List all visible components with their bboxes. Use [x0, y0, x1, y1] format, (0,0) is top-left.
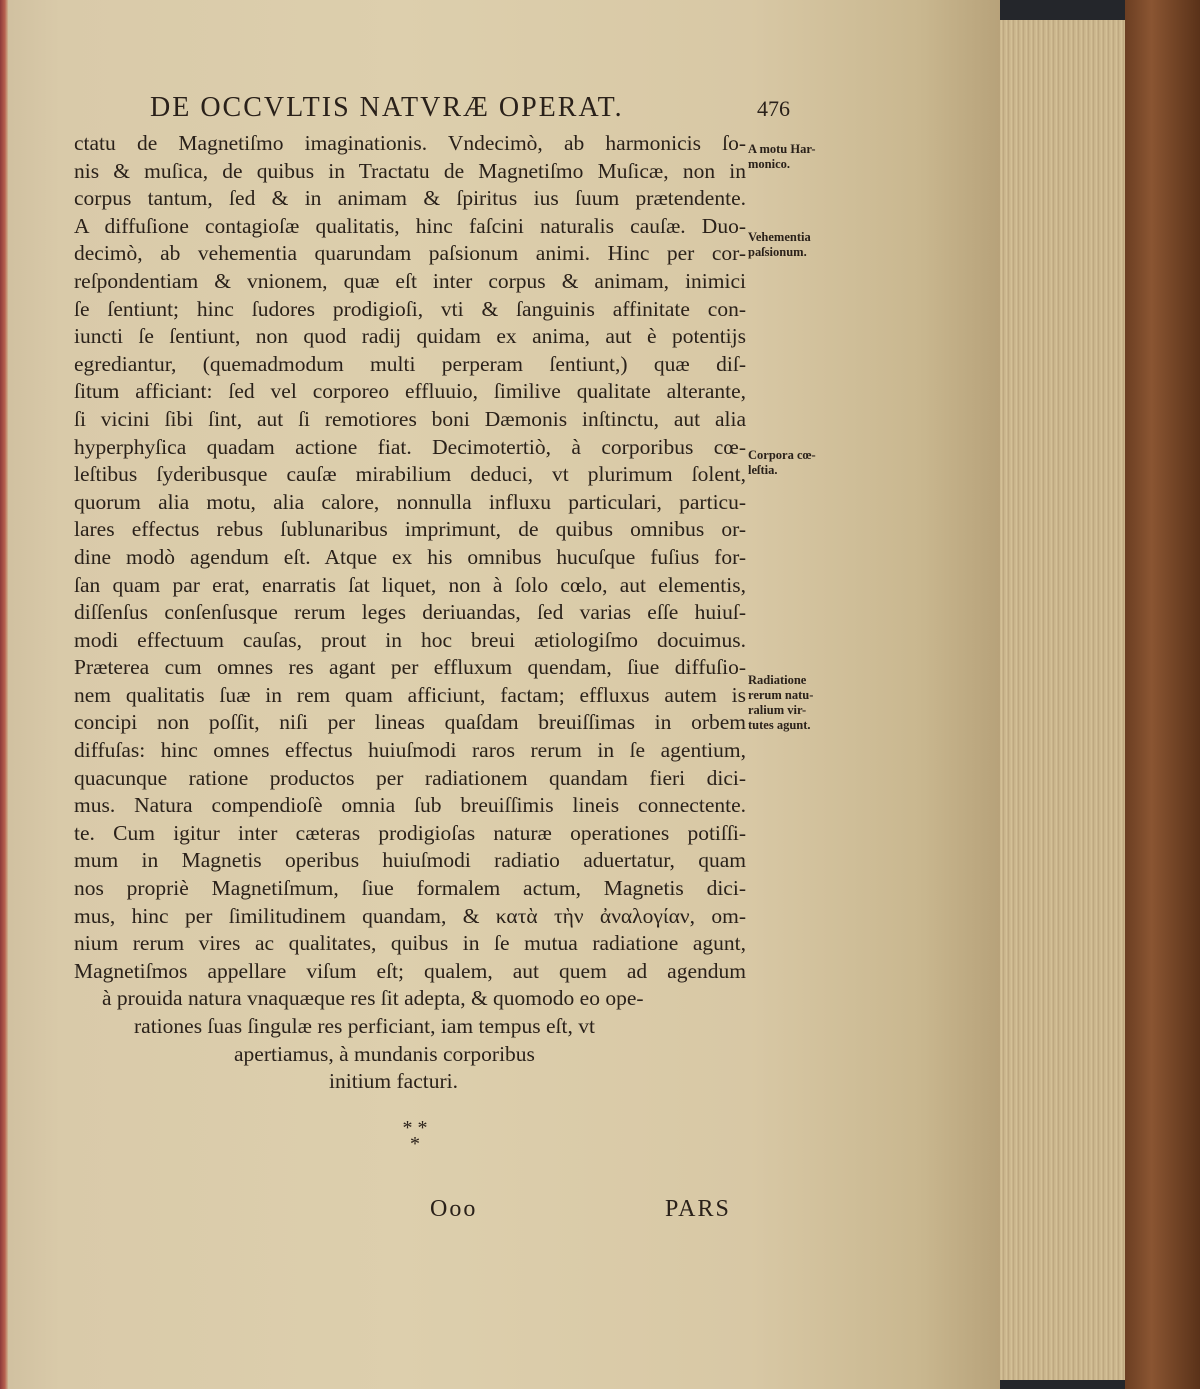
text-line: à prouida natura vnaquæque res ſit adepta, & quomodo eo ope- — [102, 986, 644, 1011]
text-line: nis & muſica, de quibus in Tractatu de Magnetiſmo Muſicæ, non in — [74, 158, 746, 183]
ornament-top: * * — [402, 1117, 428, 1139]
text-line: mus. Natura compendioſè omnia ſub breuiſſimis lineis connectente. — [74, 793, 746, 818]
marginal-line: leſtia. — [748, 463, 778, 477]
marginal-line: Corpora cœ- — [748, 448, 816, 462]
text-line: mum in Magnetis operibus huiuſmodi radiatio aduertatur, quam — [74, 848, 746, 873]
text-line: dine modò agendum eſt. Atque ex his omnibus hucuſque fuſius for- — [74, 544, 746, 569]
text-line: quacunque ratione productos per radiationem quandam fieri dici- — [74, 765, 746, 790]
marginal-line: monico. — [748, 157, 791, 171]
asterism-ornament — [390, 1117, 440, 1155]
text-line: te. Cum igitur inter cæteras prodigioſas naturæ operationes potiſſi- — [74, 820, 746, 845]
text-line: nos propriè Magnetiſmum, ſiue formalem actum, Magnetis dici- — [74, 876, 746, 901]
text-line: leſtibus ſyderibusque cauſæ mirabilium deduci, vt plurimum ſolent, — [74, 462, 746, 487]
text-line: ſi vicini ſibi ſint, aut ſi remotiores boni Dæmonis inſtinctu, aut alia — [74, 406, 746, 431]
text-line: quorum alia motu, alia calore, nonnulla influxu particulari, particu- — [74, 489, 746, 514]
signature-mark: Ooo — [430, 1196, 478, 1222]
marginal-note-harmonic — [748, 142, 858, 172]
text-line: Magnetiſmos appellare viſum eſt; qualem, aut quem ad agendum — [74, 958, 746, 983]
text-line: initium facturi. — [329, 1069, 458, 1094]
text-line: corpus tantum, ſed & in animam & ſpiritus ius ſuum prætendente. — [74, 186, 746, 211]
catchword: PARS — [665, 1196, 731, 1222]
text-line: nem qualitatis ſuæ in rem quam afficiunt, factam; effluxus autem is — [74, 682, 746, 707]
marginal-line: A motu Har- — [748, 142, 816, 156]
running-head — [150, 92, 790, 132]
marginal-line: rerum natu- — [748, 688, 814, 702]
marginal-note-celestial — [748, 448, 858, 478]
text-line: nium rerum vires ac qualitates, quibus in ſe mutua radiatione agunt, — [74, 931, 746, 956]
text-line: ſan quam par erat, enarratis ſat liquet, non à ſolo cœlo, aut elementis, — [74, 572, 746, 597]
marginal-line: Radiatione — [748, 673, 807, 687]
text-line: ſitum afficiant: ſed vel corporeo effluuio, ſimilive qualitate alterante, — [74, 379, 746, 404]
text-line: concipi non poſſit, niſi per lineas quaſdam breuiſſimas in orbem — [74, 710, 746, 735]
marginal-line: paſsionum. — [748, 245, 807, 259]
text-line: diffuſas: hinc omnes effectus huiuſmodi raros rerum in ſe agentium, — [74, 738, 746, 763]
book-cover — [1125, 0, 1200, 1389]
marginal-line: ralium vir- — [748, 703, 807, 717]
text-line: diſſenſus conſenſusque rerum leges deriuandas, ſed varias eſſe huiuſ- — [74, 600, 746, 625]
marginal-line: Vehementia — [748, 230, 811, 244]
text-line: modi effectuum cauſas, prout in hoc breui ætiologiſmo docuimus. — [74, 627, 746, 652]
marginal-line: tutes agunt. — [748, 718, 811, 732]
text-line: apertiamus, à mundanis corporibus — [234, 1041, 535, 1066]
text-line: hyperphyſica quadam actione fiat. Decimotertiò, à corporibus cœ- — [74, 434, 746, 459]
page-number: 476 — [757, 96, 790, 121]
text-line: decimò, ab vehementia quarundam paſsionum animi. Hinc per cor- — [74, 241, 746, 266]
binding-edge — [0, 0, 8, 1389]
running-title: DE OCCVLTIS NATVRÆ OPERAT. — [150, 92, 624, 123]
text-line: iuncti ſe ſentiunt, non quod radij quidam ex anima, aut è potentijs — [74, 324, 746, 349]
marginal-note-passions — [748, 230, 858, 260]
text-line: A diffuſione contagioſæ qualitatis, hinc faſcini naturalis cauſæ. Duo- — [74, 213, 746, 238]
text-line: ſe ſentiunt; hinc ſudores prodigioſi, vti & ſanguinis affinitate con- — [74, 296, 746, 321]
text-line: lares effectus rebus ſublunaribus imprimunt, de quibus omnibus or- — [74, 517, 746, 542]
ornament-bottom: * — [410, 1133, 420, 1155]
text-line: reſpondentiam & vnionem, quæ eſt inter corpus & animam, inimici — [74, 268, 746, 293]
text-line: rationes ſuas ſingulæ res perficiant, iam tempus eſt, vt — [134, 1014, 595, 1038]
body-text — [74, 130, 746, 1096]
text-line: ctatu de Magnetiſmo imaginationis. Vndecimò, ab harmonicis ſo- — [74, 131, 746, 155]
marginal-note-radiation — [748, 673, 858, 733]
text-line: mus, hinc per ſimilitudinem quandam, & κατὰ τὴν ἀναλογίαν, om- — [74, 903, 746, 928]
text-line: Præterea cum omnes res agant per effluxum quendam, ſiue diffuſio- — [74, 655, 746, 680]
text-line: egrediantur, (quemadmodum multi perperam ſentiunt,) quæ diſ- — [74, 351, 746, 376]
